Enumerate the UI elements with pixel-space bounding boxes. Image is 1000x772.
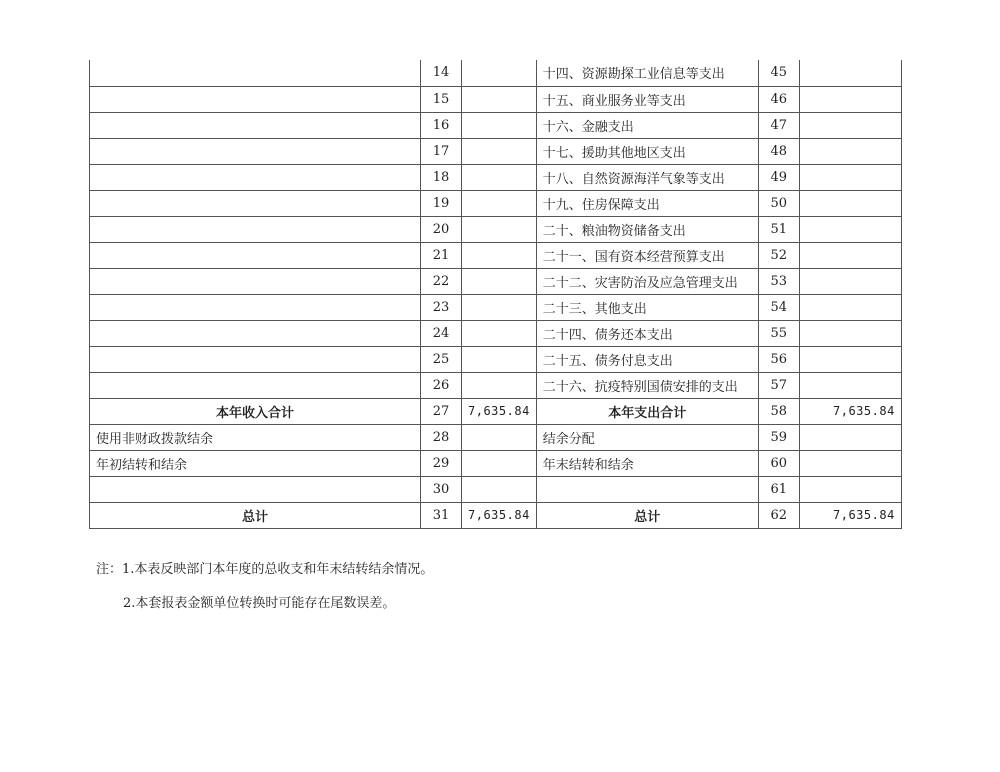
budget-table bbox=[89, 60, 902, 529]
income-item-cell bbox=[90, 346, 421, 372]
expense-amount-cell bbox=[799, 268, 901, 294]
expense-item-cell: 二十六、抗疫特别国债安排的支出 bbox=[536, 372, 758, 398]
income-amount-cell bbox=[462, 476, 537, 502]
table-row bbox=[90, 242, 902, 268]
income-amount-cell bbox=[462, 294, 537, 320]
expense-amount-cell bbox=[799, 86, 901, 112]
table-row bbox=[90, 346, 902, 372]
expense-item-cell: 二十四、债务还本支出 bbox=[536, 320, 758, 346]
income-item-cell bbox=[90, 164, 421, 190]
income-item-cell: 本年收入合计 bbox=[90, 398, 421, 424]
table-row bbox=[90, 138, 902, 164]
income-line-number-cell: 14 bbox=[421, 60, 462, 86]
income-amount-cell: 7,635.84 bbox=[462, 502, 537, 528]
expense-item-cell: 二十五、债务付息支出 bbox=[536, 346, 758, 372]
expense-item-cell: 十八、自然资源海洋气象等支出 bbox=[536, 164, 758, 190]
income-amount-cell bbox=[462, 216, 537, 242]
table-row bbox=[90, 294, 902, 320]
income-item-cell bbox=[90, 268, 421, 294]
expense-line-number-cell: 52 bbox=[758, 242, 799, 268]
income-line-number-cell: 17 bbox=[421, 138, 462, 164]
expense-line-number-cell: 46 bbox=[758, 86, 799, 112]
table-row bbox=[90, 450, 902, 476]
table-row bbox=[90, 112, 902, 138]
expense-item-cell: 十七、援助其他地区支出 bbox=[536, 138, 758, 164]
income-line-number-cell: 27 bbox=[421, 398, 462, 424]
income-amount-cell bbox=[462, 320, 537, 346]
income-item-cell bbox=[90, 294, 421, 320]
income-line-number-cell: 22 bbox=[421, 268, 462, 294]
income-amount-cell bbox=[462, 372, 537, 398]
table-row bbox=[90, 86, 902, 112]
income-amount-cell bbox=[462, 86, 537, 112]
income-line-number-cell: 31 bbox=[421, 502, 462, 528]
expense-item-cell: 十九、住房保障支出 bbox=[536, 190, 758, 216]
income-amount-cell bbox=[462, 346, 537, 372]
income-line-number-cell: 30 bbox=[421, 476, 462, 502]
expense-item-cell: 二十三、其他支出 bbox=[536, 294, 758, 320]
income-line-number-cell: 26 bbox=[421, 372, 462, 398]
table-row bbox=[90, 216, 902, 242]
income-amount-cell bbox=[462, 424, 537, 450]
expense-amount-cell bbox=[799, 216, 901, 242]
expense-item-cell bbox=[536, 476, 758, 502]
expense-line-number-cell: 51 bbox=[758, 216, 799, 242]
income-amount-cell bbox=[462, 164, 537, 190]
expense-line-number-cell: 57 bbox=[758, 372, 799, 398]
income-line-number-cell: 20 bbox=[421, 216, 462, 242]
note-2: 2.本套报表金额单位转换时可能存在尾数误差。 bbox=[123, 596, 396, 611]
income-line-number-cell: 24 bbox=[421, 320, 462, 346]
income-line-number-cell: 25 bbox=[421, 346, 462, 372]
expense-amount-cell bbox=[799, 372, 901, 398]
income-item-cell: 使用非财政拨款结余 bbox=[90, 424, 421, 450]
income-amount-cell bbox=[462, 112, 537, 138]
expense-line-number-cell: 53 bbox=[758, 268, 799, 294]
expense-item-cell: 十六、金融支出 bbox=[536, 112, 758, 138]
expense-line-number-cell: 62 bbox=[758, 502, 799, 528]
expense-amount-cell: 7,635.84 bbox=[799, 398, 901, 424]
expense-line-number-cell: 60 bbox=[758, 450, 799, 476]
table-row bbox=[90, 164, 902, 190]
expense-line-number-cell: 59 bbox=[758, 424, 799, 450]
expense-amount-cell bbox=[799, 476, 901, 502]
income-line-number-cell: 21 bbox=[421, 242, 462, 268]
table-row bbox=[90, 398, 902, 424]
income-amount-cell bbox=[462, 190, 537, 216]
expense-line-number-cell: 49 bbox=[758, 164, 799, 190]
income-amount-cell bbox=[462, 268, 537, 294]
income-line-number-cell: 16 bbox=[421, 112, 462, 138]
table-row bbox=[90, 268, 902, 294]
table-row bbox=[90, 424, 902, 450]
expense-line-number-cell: 48 bbox=[758, 138, 799, 164]
income-item-cell: 总计 bbox=[90, 502, 421, 528]
expense-item-cell: 二十、粮油物资储备支出 bbox=[536, 216, 758, 242]
expense-line-number-cell: 54 bbox=[758, 294, 799, 320]
expense-amount-cell bbox=[799, 294, 901, 320]
expense-line-number-cell: 61 bbox=[758, 476, 799, 502]
income-item-cell bbox=[90, 86, 421, 112]
income-item-cell bbox=[90, 190, 421, 216]
expense-item-cell: 二十一、国有资本经营预算支出 bbox=[536, 242, 758, 268]
expense-item-cell: 总计 bbox=[536, 502, 758, 528]
income-line-number-cell: 23 bbox=[421, 294, 462, 320]
expense-amount-cell bbox=[799, 424, 901, 450]
income-item-cell bbox=[90, 372, 421, 398]
income-line-number-cell: 28 bbox=[421, 424, 462, 450]
note-1: 注：1.本表反映部门本年度的总收支和年末结转结余情况。 bbox=[96, 562, 434, 577]
expense-line-number-cell: 58 bbox=[758, 398, 799, 424]
expense-amount-cell bbox=[799, 346, 901, 372]
expense-amount-cell bbox=[799, 60, 901, 86]
expense-item-cell: 十四、资源勘探工业信息等支出 bbox=[536, 60, 758, 86]
income-amount-cell bbox=[462, 242, 537, 268]
expense-amount-cell: 7,635.84 bbox=[799, 502, 901, 528]
income-line-number-cell: 15 bbox=[421, 86, 462, 112]
table-row bbox=[90, 190, 902, 216]
income-item-cell bbox=[90, 476, 421, 502]
expense-item-cell: 本年支出合计 bbox=[536, 398, 758, 424]
table-row bbox=[90, 60, 902, 86]
expense-line-number-cell: 45 bbox=[758, 60, 799, 86]
table-row bbox=[90, 476, 902, 502]
income-item-cell bbox=[90, 216, 421, 242]
expense-item-cell: 二十二、灾害防治及应急管理支出 bbox=[536, 268, 758, 294]
income-amount-cell: 7,635.84 bbox=[462, 398, 537, 424]
expense-amount-cell bbox=[799, 190, 901, 216]
income-amount-cell bbox=[462, 450, 537, 476]
expense-amount-cell bbox=[799, 450, 901, 476]
expense-item-cell: 十五、商业服务业等支出 bbox=[536, 86, 758, 112]
income-item-cell bbox=[90, 60, 421, 86]
expense-line-number-cell: 55 bbox=[758, 320, 799, 346]
income-item-cell: 年初结转和结余 bbox=[90, 450, 421, 476]
income-item-cell bbox=[90, 242, 421, 268]
expense-line-number-cell: 56 bbox=[758, 346, 799, 372]
expense-item-cell: 结余分配 bbox=[536, 424, 758, 450]
income-item-cell bbox=[90, 112, 421, 138]
expense-line-number-cell: 50 bbox=[758, 190, 799, 216]
expense-amount-cell bbox=[799, 164, 901, 190]
expense-amount-cell bbox=[799, 320, 901, 346]
expense-amount-cell bbox=[799, 138, 901, 164]
income-amount-cell bbox=[462, 138, 537, 164]
expense-line-number-cell: 47 bbox=[758, 112, 799, 138]
income-line-number-cell: 29 bbox=[421, 450, 462, 476]
expense-item-cell: 年末结转和结余 bbox=[536, 450, 758, 476]
income-amount-cell bbox=[462, 60, 537, 86]
income-line-number-cell: 19 bbox=[421, 190, 462, 216]
expense-amount-cell bbox=[799, 112, 901, 138]
table-row bbox=[90, 372, 902, 398]
table-row bbox=[90, 320, 902, 346]
table-body bbox=[90, 60, 902, 528]
income-line-number-cell: 18 bbox=[421, 164, 462, 190]
expense-amount-cell bbox=[799, 242, 901, 268]
income-item-cell bbox=[90, 138, 421, 164]
income-item-cell bbox=[90, 320, 421, 346]
table-row bbox=[90, 502, 902, 528]
